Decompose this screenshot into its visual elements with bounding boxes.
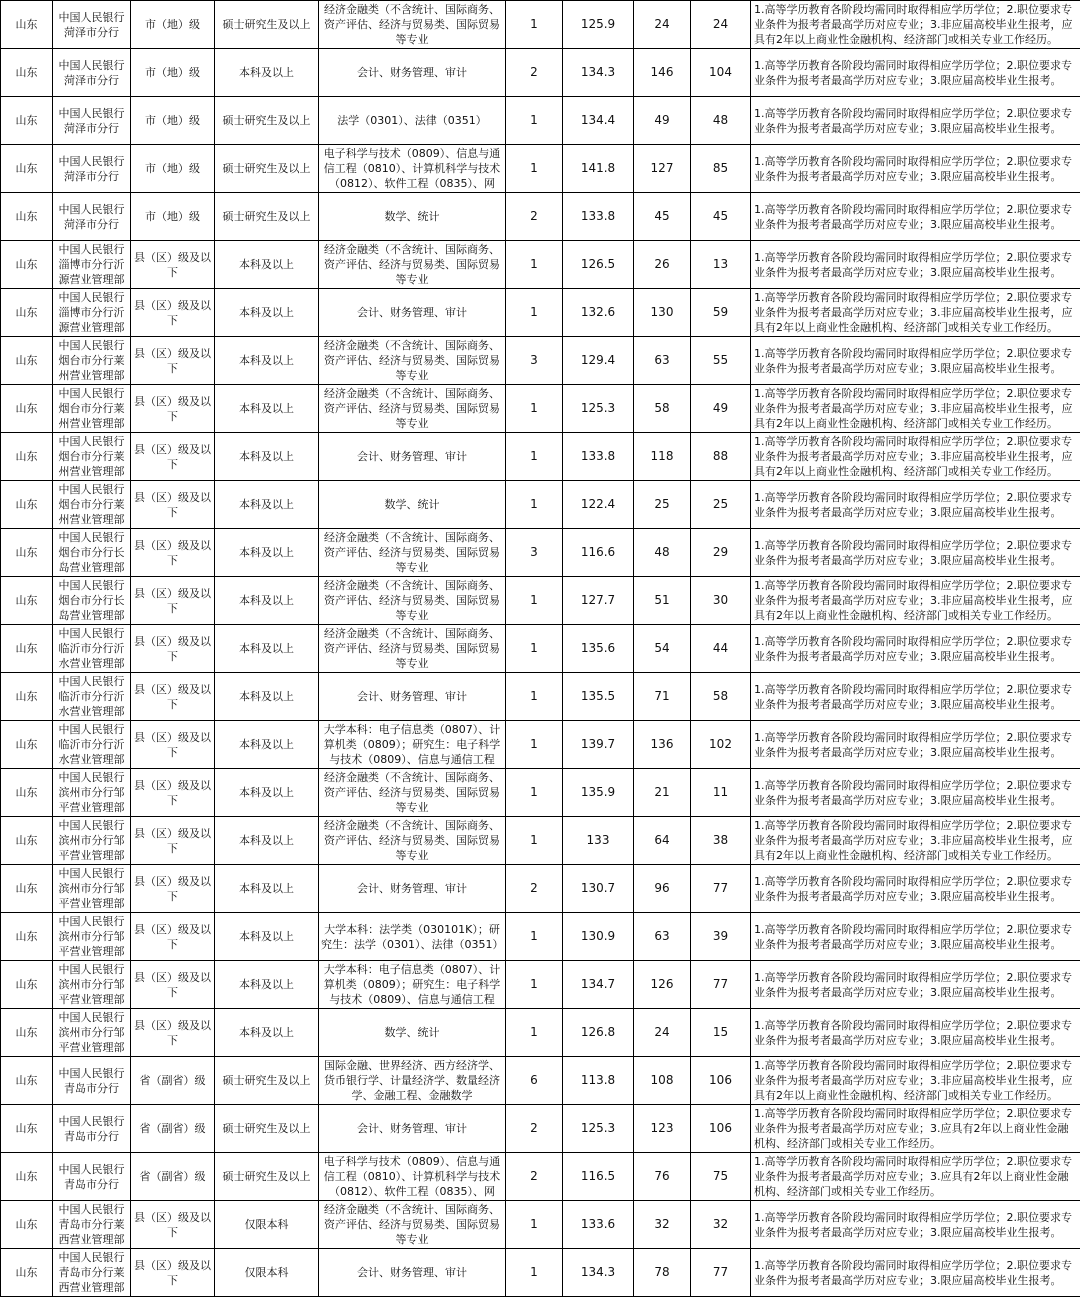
major-cell: 会计、财务管理、审计 — [319, 49, 506, 97]
score-cell: 135.5 — [563, 673, 634, 721]
major-cell: 国际金融、世界经济、西方经济学、货币银行学、计量经济学、数量经济学、金融工程、金融数学 — [319, 1057, 506, 1105]
notes-cell: 1.高等学历教育各阶段均需同时取得相应学历学位；2.职位要求专业条件为报考者最高学历对应专业；3.限应届高校毕业生报考。 — [751, 1249, 1080, 1297]
quota-cell: 1 — [506, 625, 563, 673]
score-cell: 126.8 — [563, 1009, 634, 1057]
level-cell: 市（地）级 — [131, 193, 215, 241]
notes-cell: 1.高等学历教育各阶段均需同时取得相应学历学位；2.职位要求专业条件为报考者最高学历对应专业；3.限应届高校毕业生报考。 — [751, 1201, 1080, 1249]
table-row — [1, 97, 1080, 145]
score-cell: 116.5 — [563, 1153, 634, 1201]
unit-cell: 中国人民银行烟台市分行莱州营业管理部 — [53, 481, 131, 529]
major-cell: 经济金融类（不含统计、国际商务、资产评估、经济与贸易类、国际贸易等专业 — [319, 385, 506, 433]
applicants-cell: 26 — [634, 241, 691, 289]
unit-cell: 中国人民银行青岛市分行莱西营业管理部 — [53, 1201, 131, 1249]
qualified-cell: 104 — [691, 49, 751, 97]
education-cell: 本科及以上 — [215, 865, 319, 913]
major-cell: 会计、财务管理、审计 — [319, 289, 506, 337]
level-cell: 省（副省）级 — [131, 1105, 215, 1153]
table-row — [1, 577, 1080, 625]
level-cell: 县（区）级及以下 — [131, 241, 215, 289]
notes-cell: 1.高等学历教育各阶段均需同时取得相应学历学位；2.职位要求专业条件为报考者最高学历对应专业；3.非应届高校毕业生报考，应具有2年以上商业性金融机构、经济部门或相关专业工作经历。 — [751, 433, 1080, 481]
table-row — [1, 721, 1080, 769]
applicants-cell: 63 — [634, 337, 691, 385]
table-row — [1, 1249, 1080, 1297]
education-cell: 本科及以上 — [215, 433, 319, 481]
qualified-cell: 29 — [691, 529, 751, 577]
score-cell: 135.9 — [563, 769, 634, 817]
qualified-cell: 59 — [691, 289, 751, 337]
notes-cell: 1.高等学历教育各阶段均需同时取得相应学历学位；2.职位要求专业条件为报考者最高学历对应专业；3.限应届高校毕业生报考。 — [751, 145, 1080, 193]
qualified-cell: 77 — [691, 1249, 751, 1297]
notes-cell: 1.高等学历教育各阶段均需同时取得相应学历学位；2.职位要求专业条件为报考者最高学历对应专业；3.非应届高校毕业生报考，应具有2年以上商业性金融机构、经济部门或相关专业工作经历。 — [751, 385, 1080, 433]
level-cell: 县（区）级及以下 — [131, 481, 215, 529]
province-cell: 山东 — [1, 817, 53, 865]
level-cell: 县（区）级及以下 — [131, 529, 215, 577]
applicants-cell: 25 — [634, 481, 691, 529]
education-cell: 本科及以上 — [215, 289, 319, 337]
qualified-cell: 25 — [691, 481, 751, 529]
major-cell: 会计、财务管理、审计 — [319, 433, 506, 481]
table-row — [1, 49, 1080, 97]
score-cell: 133.6 — [563, 1201, 634, 1249]
major-cell: 经济金融类（不含统计、国际商务、资产评估、经济与贸易类、国际贸易等专业 — [319, 577, 506, 625]
qualified-cell: 15 — [691, 1009, 751, 1057]
applicants-cell: 21 — [634, 769, 691, 817]
level-cell: 市（地）级 — [131, 49, 215, 97]
score-cell: 129.4 — [563, 337, 634, 385]
major-cell: 经济金融类（不含统计、国际商务、资产评估、经济与贸易类、国际贸易等专业 — [319, 337, 506, 385]
qualified-cell: 77 — [691, 865, 751, 913]
qualified-cell: 30 — [691, 577, 751, 625]
table-body — [1, 1, 1080, 1297]
applicants-cell: 96 — [634, 865, 691, 913]
qualified-cell: 55 — [691, 337, 751, 385]
level-cell: 县（区）级及以下 — [131, 769, 215, 817]
unit-cell: 中国人民银行菏泽市分行 — [53, 97, 131, 145]
quota-cell: 1 — [506, 1249, 563, 1297]
level-cell: 市（地）级 — [131, 1, 215, 49]
province-cell: 山东 — [1, 145, 53, 193]
quota-cell: 2 — [506, 49, 563, 97]
qualified-cell: 32 — [691, 1201, 751, 1249]
applicants-cell: 136 — [634, 721, 691, 769]
notes-cell: 1.高等学历教育各阶段均需同时取得相应学历学位；2.职位要求专业条件为报考者最高学历对应专业；3.限应届高校毕业生报考。 — [751, 625, 1080, 673]
education-cell: 本科及以上 — [215, 817, 319, 865]
table-row — [1, 433, 1080, 481]
level-cell: 县（区）级及以下 — [131, 817, 215, 865]
education-cell: 本科及以上 — [215, 1009, 319, 1057]
score-cell: 130.9 — [563, 913, 634, 961]
major-cell: 经济金融类（不含统计、国际商务、资产评估、经济与贸易类、国际贸易等专业 — [319, 1201, 506, 1249]
notes-cell: 1.高等学历教育各阶段均需同时取得相应学历学位；2.职位要求专业条件为报考者最高学历对应专业；3.非应届高校毕业生报考，应具有2年以上商业性金融机构、经济部门或相关专业工作经历。 — [751, 1057, 1080, 1105]
applicants-cell: 64 — [634, 817, 691, 865]
quota-cell: 1 — [506, 673, 563, 721]
province-cell: 山东 — [1, 433, 53, 481]
education-cell: 硕士研究生及以上 — [215, 97, 319, 145]
table-row — [1, 1057, 1080, 1105]
quota-cell: 1 — [506, 721, 563, 769]
table-row — [1, 481, 1080, 529]
applicants-cell: 49 — [634, 97, 691, 145]
level-cell: 县（区）级及以下 — [131, 385, 215, 433]
notes-cell: 1.高等学历教育各阶段均需同时取得相应学历学位；2.职位要求专业条件为报考者最高学历对应专业；3.应具有2年以上商业性金融机构、经济部门或相关专业工作经历。 — [751, 1105, 1080, 1153]
applicants-cell: 126 — [634, 961, 691, 1009]
education-cell: 本科及以上 — [215, 577, 319, 625]
province-cell: 山东 — [1, 1201, 53, 1249]
level-cell: 县（区）级及以下 — [131, 913, 215, 961]
unit-cell: 中国人民银行烟台市分行莱州营业管理部 — [53, 433, 131, 481]
qualified-cell: 45 — [691, 193, 751, 241]
education-cell: 本科及以上 — [215, 961, 319, 1009]
major-cell: 电子科学与技术（0809）、信息与通信工程（0810）、计算机科学与技术（0812）、软件工程（0835）、网 — [319, 145, 506, 193]
unit-cell: 中国人民银行青岛市分行 — [53, 1153, 131, 1201]
applicants-cell: 146 — [634, 49, 691, 97]
notes-cell: 1.高等学历教育各阶段均需同时取得相应学历学位；2.职位要求专业条件为报考者最高学历对应专业；3.限应届高校毕业生报考。 — [751, 241, 1080, 289]
quota-cell: 1 — [506, 241, 563, 289]
quota-cell: 3 — [506, 337, 563, 385]
major-cell: 会计、财务管理、审计 — [319, 1249, 506, 1297]
quota-cell: 1 — [506, 817, 563, 865]
level-cell: 县（区）级及以下 — [131, 625, 215, 673]
quota-cell: 2 — [506, 865, 563, 913]
education-cell: 本科及以上 — [215, 49, 319, 97]
province-cell: 山东 — [1, 1105, 53, 1153]
major-cell: 经济金融类（不含统计、国际商务、资产评估、经济与贸易类、国际贸易等专业 — [319, 529, 506, 577]
level-cell: 县（区）级及以下 — [131, 289, 215, 337]
table-row — [1, 1105, 1080, 1153]
quota-cell: 1 — [506, 577, 563, 625]
score-cell: 134.4 — [563, 97, 634, 145]
education-cell: 本科及以上 — [215, 769, 319, 817]
notes-cell: 1.高等学历教育各阶段均需同时取得相应学历学位；2.职位要求专业条件为报考者最高学历对应专业；3.非应届高校毕业生报考，应具有2年以上商业性金融机构、经济部门或相关专业工作经历。 — [751, 289, 1080, 337]
province-cell: 山东 — [1, 97, 53, 145]
score-cell: 141.8 — [563, 145, 634, 193]
unit-cell: 中国人民银行菏泽市分行 — [53, 1, 131, 49]
level-cell: 县（区）级及以下 — [131, 337, 215, 385]
notes-cell: 1.高等学历教育各阶段均需同时取得相应学历学位；2.职位要求专业条件为报考者最高学历对应专业；3.非应届高校毕业生报考，应具有2年以上商业性金融机构、经济部门或相关专业工作经历。 — [751, 817, 1080, 865]
qualified-cell: 38 — [691, 817, 751, 865]
level-cell: 市（地）级 — [131, 97, 215, 145]
unit-cell: 中国人民银行临沂市分行沂水营业管理部 — [53, 673, 131, 721]
province-cell: 山东 — [1, 1009, 53, 1057]
notes-cell: 1.高等学历教育各阶段均需同时取得相应学历学位；2.职位要求专业条件为报考者最高学历对应专业；3.限应届高校毕业生报考。 — [751, 673, 1080, 721]
education-cell: 本科及以上 — [215, 481, 319, 529]
education-cell: 硕士研究生及以上 — [215, 1057, 319, 1105]
unit-cell: 中国人民银行滨州市分行邹平营业管理部 — [53, 913, 131, 961]
table-row — [1, 961, 1080, 1009]
table-row — [1, 145, 1080, 193]
level-cell: 县（区）级及以下 — [131, 1249, 215, 1297]
score-cell: 125.3 — [563, 1105, 634, 1153]
score-cell: 133 — [563, 817, 634, 865]
score-cell: 139.7 — [563, 721, 634, 769]
applicants-cell: 108 — [634, 1057, 691, 1105]
major-cell: 经济金融类（不含统计、国际商务、资产评估、经济与贸易类、国际贸易等专业 — [319, 1, 506, 49]
education-cell: 硕士研究生及以上 — [215, 193, 319, 241]
quota-cell: 1 — [506, 769, 563, 817]
province-cell: 山东 — [1, 961, 53, 1009]
province-cell: 山东 — [1, 721, 53, 769]
qualified-cell: 49 — [691, 385, 751, 433]
province-cell: 山东 — [1, 193, 53, 241]
qualified-cell: 44 — [691, 625, 751, 673]
unit-cell: 中国人民银行滨州市分行邹平营业管理部 — [53, 865, 131, 913]
notes-cell: 1.高等学历教育各阶段均需同时取得相应学历学位；2.职位要求专业条件为报考者最高学历对应专业；3.限应届高校毕业生报考。 — [751, 1009, 1080, 1057]
table-row — [1, 193, 1080, 241]
applicants-cell: 24 — [634, 1, 691, 49]
score-cell: 133.8 — [563, 433, 634, 481]
unit-cell: 中国人民银行烟台市分行长岛营业管理部 — [53, 577, 131, 625]
unit-cell: 中国人民银行青岛市分行 — [53, 1057, 131, 1105]
quota-cell: 1 — [506, 97, 563, 145]
score-cell: 130.7 — [563, 865, 634, 913]
major-cell: 电子科学与技术（0809）、信息与通信工程（0810）、计算机科学与技术（0812）、软件工程（0835）、网 — [319, 1153, 506, 1201]
score-cell: 134.3 — [563, 49, 634, 97]
applicants-cell: 48 — [634, 529, 691, 577]
education-cell: 仅限本科 — [215, 1249, 319, 1297]
province-cell: 山东 — [1, 1057, 53, 1105]
major-cell: 会计、财务管理、审计 — [319, 673, 506, 721]
score-cell: 135.6 — [563, 625, 634, 673]
quota-cell: 1 — [506, 913, 563, 961]
province-cell: 山东 — [1, 769, 53, 817]
score-cell: 134.3 — [563, 1249, 634, 1297]
province-cell: 山东 — [1, 1153, 53, 1201]
score-cell: 125.3 — [563, 385, 634, 433]
quota-cell: 1 — [506, 145, 563, 193]
qualified-cell: 88 — [691, 433, 751, 481]
notes-cell: 1.高等学历教育各阶段均需同时取得相应学历学位；2.职位要求专业条件为报考者最高学历对应专业；3.限应届高校毕业生报考。 — [751, 337, 1080, 385]
applicants-cell: 51 — [634, 577, 691, 625]
province-cell: 山东 — [1, 625, 53, 673]
table-row — [1, 385, 1080, 433]
notes-cell: 1.高等学历教育各阶段均需同时取得相应学历学位；2.职位要求专业条件为报考者最高学历对应专业；3.限应届高校毕业生报考。 — [751, 529, 1080, 577]
notes-cell: 1.高等学历教育各阶段均需同时取得相应学历学位；2.职位要求专业条件为报考者最高学历对应专业；3.限应届高校毕业生报考。 — [751, 481, 1080, 529]
qualified-cell: 106 — [691, 1057, 751, 1105]
applicants-cell: 123 — [634, 1105, 691, 1153]
province-cell: 山东 — [1, 913, 53, 961]
qualified-cell: 24 — [691, 1, 751, 49]
score-cell: 125.9 — [563, 1, 634, 49]
unit-cell: 中国人民银行临沂市分行沂水营业管理部 — [53, 625, 131, 673]
level-cell: 省（副省）级 — [131, 1153, 215, 1201]
quota-cell: 1 — [506, 961, 563, 1009]
major-cell: 大学本科：电子信息类（0807）、计算机类（0809）；研究生：电子科学与技术（0809）、信息与通信工程 — [319, 961, 506, 1009]
province-cell: 山东 — [1, 577, 53, 625]
table-row — [1, 337, 1080, 385]
applicants-cell: 76 — [634, 1153, 691, 1201]
table-row — [1, 241, 1080, 289]
qualified-cell: 11 — [691, 769, 751, 817]
education-cell: 本科及以上 — [215, 385, 319, 433]
education-cell: 仅限本科 — [215, 1201, 319, 1249]
unit-cell: 中国人民银行淄博市分行沂源营业管理部 — [53, 241, 131, 289]
table-row — [1, 673, 1080, 721]
score-cell: 113.8 — [563, 1057, 634, 1105]
education-cell: 本科及以上 — [215, 529, 319, 577]
province-cell: 山东 — [1, 49, 53, 97]
major-cell: 经济金融类（不含统计、国际商务、资产评估、经济与贸易类、国际贸易等专业 — [319, 769, 506, 817]
table-row — [1, 769, 1080, 817]
applicants-cell: 45 — [634, 193, 691, 241]
province-cell: 山东 — [1, 1249, 53, 1297]
level-cell: 县（区）级及以下 — [131, 1201, 215, 1249]
table-row — [1, 1201, 1080, 1249]
score-cell: 132.6 — [563, 289, 634, 337]
table-row — [1, 1153, 1080, 1201]
province-cell: 山东 — [1, 481, 53, 529]
qualified-cell: 58 — [691, 673, 751, 721]
level-cell: 县（区）级及以下 — [131, 1009, 215, 1057]
quota-cell: 1 — [506, 385, 563, 433]
education-cell: 本科及以上 — [215, 673, 319, 721]
score-cell: 122.4 — [563, 481, 634, 529]
education-cell: 本科及以上 — [215, 721, 319, 769]
table-row — [1, 289, 1080, 337]
score-cell: 127.7 — [563, 577, 634, 625]
province-cell: 山东 — [1, 337, 53, 385]
qualified-cell: 13 — [691, 241, 751, 289]
applicants-cell: 71 — [634, 673, 691, 721]
applicants-cell: 63 — [634, 913, 691, 961]
province-cell: 山东 — [1, 529, 53, 577]
unit-cell: 中国人民银行青岛市分行 — [53, 1105, 131, 1153]
score-cell: 116.6 — [563, 529, 634, 577]
qualified-cell: 48 — [691, 97, 751, 145]
major-cell: 数学、统计 — [319, 1009, 506, 1057]
level-cell: 市（地）级 — [131, 145, 215, 193]
education-cell: 硕士研究生及以上 — [215, 1, 319, 49]
applicants-cell: 58 — [634, 385, 691, 433]
notes-cell: 1.高等学历教育各阶段均需同时取得相应学历学位；2.职位要求专业条件为报考者最高学历对应专业；3.限应届高校毕业生报考。 — [751, 769, 1080, 817]
qualified-cell: 106 — [691, 1105, 751, 1153]
table-row — [1, 529, 1080, 577]
unit-cell: 中国人民银行菏泽市分行 — [53, 49, 131, 97]
unit-cell: 中国人民银行淄博市分行沂源营业管理部 — [53, 289, 131, 337]
province-cell: 山东 — [1, 385, 53, 433]
unit-cell: 中国人民银行烟台市分行长岛营业管理部 — [53, 529, 131, 577]
notes-cell: 1.高等学历教育各阶段均需同时取得相应学历学位；2.职位要求专业条件为报考者最高学历对应专业；3.限应届高校毕业生报考。 — [751, 961, 1080, 1009]
unit-cell: 中国人民银行滨州市分行邹平营业管理部 — [53, 817, 131, 865]
unit-cell: 中国人民银行滨州市分行邹平营业管理部 — [53, 961, 131, 1009]
level-cell: 县（区）级及以下 — [131, 577, 215, 625]
level-cell: 县（区）级及以下 — [131, 673, 215, 721]
qualified-cell: 102 — [691, 721, 751, 769]
province-cell: 山东 — [1, 865, 53, 913]
applicants-cell: 127 — [634, 145, 691, 193]
level-cell: 县（区）级及以下 — [131, 433, 215, 481]
unit-cell: 中国人民银行滨州市分行邹平营业管理部 — [53, 769, 131, 817]
major-cell: 经济金融类（不含统计、国际商务、资产评估、经济与贸易类、国际贸易等专业 — [319, 625, 506, 673]
province-cell: 山东 — [1, 289, 53, 337]
quota-cell: 1 — [506, 1201, 563, 1249]
education-cell: 本科及以上 — [215, 913, 319, 961]
education-cell: 本科及以上 — [215, 241, 319, 289]
notes-cell: 1.高等学历教育各阶段均需同时取得相应学历学位；2.职位要求专业条件为报考者最高学历对应专业；3.非应届高校毕业生报考，应具有2年以上商业性金融机构、经济部门或相关专业工作经历。 — [751, 577, 1080, 625]
applicants-cell: 78 — [634, 1249, 691, 1297]
major-cell: 法学（0301）、法律（0351） — [319, 97, 506, 145]
major-cell: 经济金融类（不含统计、国际商务、资产评估、经济与贸易类、国际贸易等专业 — [319, 817, 506, 865]
quota-cell: 1 — [506, 1009, 563, 1057]
unit-cell: 中国人民银行菏泽市分行 — [53, 145, 131, 193]
education-cell: 本科及以上 — [215, 337, 319, 385]
notes-cell: 1.高等学历教育各阶段均需同时取得相应学历学位；2.职位要求专业条件为报考者最高学历对应专业；3.限应届高校毕业生报考。 — [751, 913, 1080, 961]
qualified-cell: 75 — [691, 1153, 751, 1201]
score-cell: 134.7 — [563, 961, 634, 1009]
level-cell: 省（副省）级 — [131, 1057, 215, 1105]
quota-cell: 1 — [506, 1, 563, 49]
notes-cell: 1.高等学历教育各阶段均需同时取得相应学历学位；2.职位要求专业条件为报考者最高学历对应专业；3.限应届高校毕业生报考。 — [751, 97, 1080, 145]
unit-cell: 中国人民银行烟台市分行莱州营业管理部 — [53, 385, 131, 433]
table-row — [1, 865, 1080, 913]
notes-cell: 1.高等学历教育各阶段均需同时取得相应学历学位；2.职位要求专业条件为报考者最高学历对应专业；3.限应届高校毕业生报考。 — [751, 721, 1080, 769]
table-row — [1, 817, 1080, 865]
level-cell: 县（区）级及以下 — [131, 721, 215, 769]
applicants-cell: 32 — [634, 1201, 691, 1249]
table-row — [1, 625, 1080, 673]
quota-cell: 3 — [506, 529, 563, 577]
level-cell: 县（区）级及以下 — [131, 961, 215, 1009]
major-cell: 经济金融类（不含统计、国际商务、资产评估、经济与贸易类、国际贸易等专业 — [319, 241, 506, 289]
notes-cell: 1.高等学历教育各阶段均需同时取得相应学历学位；2.职位要求专业条件为报考者最高学历对应专业；3.应具有2年以上商业性金融机构、经济部门或相关专业工作经历。 — [751, 1153, 1080, 1201]
score-cell: 133.8 — [563, 193, 634, 241]
unit-cell: 中国人民银行青岛市分行莱西营业管理部 — [53, 1249, 131, 1297]
major-cell: 会计、财务管理、审计 — [319, 865, 506, 913]
qualified-cell: 39 — [691, 913, 751, 961]
education-cell: 本科及以上 — [215, 625, 319, 673]
notes-cell: 1.高等学历教育各阶段均需同时取得相应学历学位；2.职位要求专业条件为报考者最高学历对应专业；3.限应届高校毕业生报考。 — [751, 865, 1080, 913]
score-cell: 126.5 — [563, 241, 634, 289]
education-cell: 硕士研究生及以上 — [215, 145, 319, 193]
education-cell: 硕士研究生及以上 — [215, 1153, 319, 1201]
quota-cell: 1 — [506, 433, 563, 481]
applicants-cell: 24 — [634, 1009, 691, 1057]
major-cell: 大学本科：法学类（030101K）；研究生：法学（0301）、法律（0351） — [319, 913, 506, 961]
notes-cell: 1.高等学历教育各阶段均需同时取得相应学历学位；2.职位要求专业条件为报考者最高学历对应专业；3.限应届高校毕业生报考。 — [751, 49, 1080, 97]
education-cell: 硕士研究生及以上 — [215, 1105, 319, 1153]
major-cell: 会计、财务管理、审计 — [319, 1105, 506, 1153]
unit-cell: 中国人民银行临沂市分行沂水营业管理部 — [53, 721, 131, 769]
qualified-cell: 85 — [691, 145, 751, 193]
quota-cell: 2 — [506, 193, 563, 241]
quota-cell: 2 — [506, 1153, 563, 1201]
major-cell: 大学本科：电子信息类（0807）、计算机类（0809）；研究生：电子科学与技术（0809）、信息与通信工程 — [319, 721, 506, 769]
quota-cell: 2 — [506, 1105, 563, 1153]
province-cell: 山东 — [1, 673, 53, 721]
applicants-cell: 130 — [634, 289, 691, 337]
major-cell: 数学、统计 — [319, 481, 506, 529]
applicants-cell: 54 — [634, 625, 691, 673]
notes-cell: 1.高等学历教育各阶段均需同时取得相应学历学位；2.职位要求专业条件为报考者最高学历对应专业；3.非应届高校毕业生报考，应具有2年以上商业性金融机构、经济部门或相关专业工作经历。 — [751, 1, 1080, 49]
quota-cell: 1 — [506, 289, 563, 337]
quota-cell: 6 — [506, 1057, 563, 1105]
province-cell: 山东 — [1, 1, 53, 49]
applicants-cell: 118 — [634, 433, 691, 481]
unit-cell: 中国人民银行烟台市分行莱州营业管理部 — [53, 337, 131, 385]
notes-cell: 1.高等学历教育各阶段均需同时取得相应学历学位；2.职位要求专业条件为报考者最高学历对应专业；3.限应届高校毕业生报考。 — [751, 193, 1080, 241]
major-cell: 数学、统计 — [319, 193, 506, 241]
level-cell: 县（区）级及以下 — [131, 865, 215, 913]
table-row — [1, 1, 1080, 49]
qualified-cell: 77 — [691, 961, 751, 1009]
unit-cell: 中国人民银行滨州市分行邹平营业管理部 — [53, 1009, 131, 1057]
unit-cell: 中国人民银行菏泽市分行 — [53, 193, 131, 241]
quota-cell: 1 — [506, 481, 563, 529]
province-cell: 山东 — [1, 241, 53, 289]
table-row — [1, 913, 1080, 961]
table-row — [1, 1009, 1080, 1057]
